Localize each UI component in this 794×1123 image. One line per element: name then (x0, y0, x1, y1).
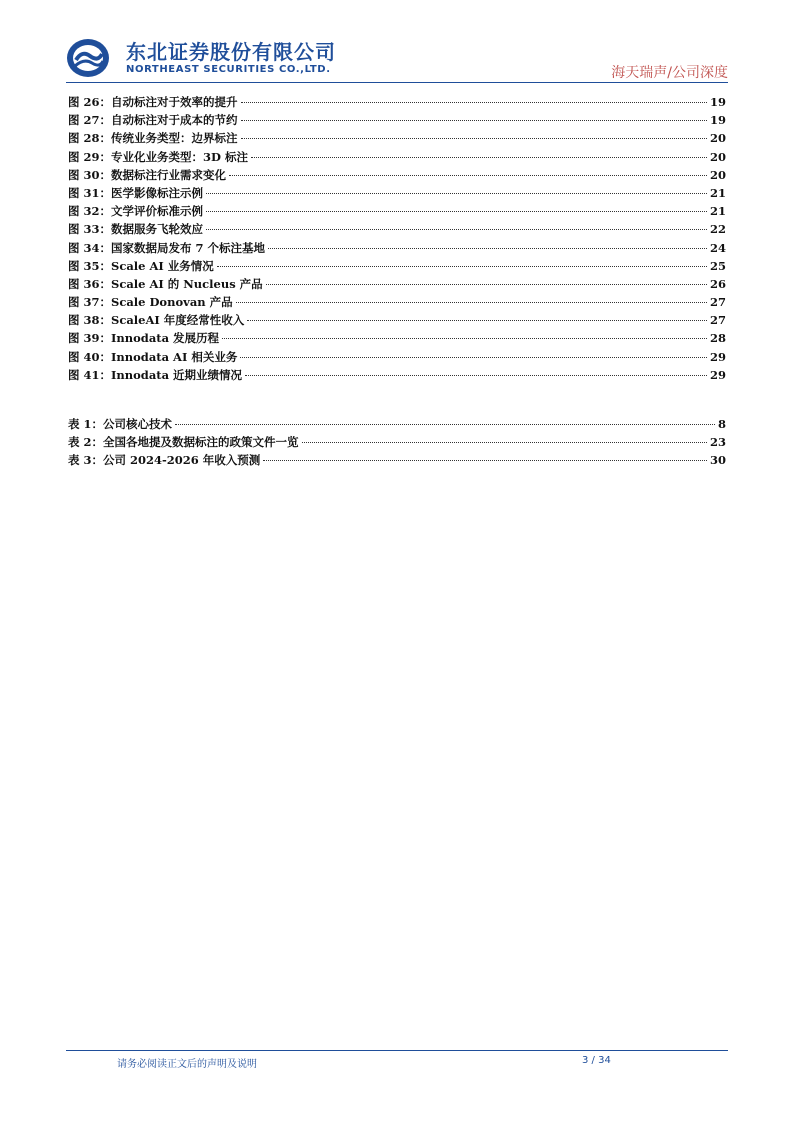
dot-leader (236, 302, 707, 303)
entry-page: 21 (709, 204, 726, 219)
entry-page: 21 (709, 185, 726, 200)
entry-title: 公司核心技术 (103, 417, 173, 431)
page-header (66, 30, 728, 82)
entry-prefix: 图 33： (68, 222, 112, 237)
dot-leader (241, 120, 707, 121)
toc-entry[interactable] (68, 203, 726, 221)
entry-title: 全国各地提及数据标注的政策文件一览 (103, 435, 299, 450)
toc-entry[interactable] (68, 416, 726, 434)
company-logo-icon (66, 38, 110, 78)
entry-title: 自动标注对于成本的节约 (111, 113, 238, 128)
entry-prefix: 图 27： (68, 113, 112, 128)
toc-entry[interactable] (68, 240, 726, 258)
entry-prefix: 表 2： (68, 435, 104, 450)
dot-leader (241, 138, 707, 139)
toc-entry[interactable] (68, 452, 726, 470)
toc-entry[interactable] (68, 434, 726, 452)
toc-entry[interactable] (68, 276, 726, 294)
entry-prefix: 图 32： (68, 204, 112, 219)
entry-page: 19 (709, 113, 726, 128)
header-divider (66, 82, 728, 83)
dot-leader (222, 338, 707, 339)
entry-page: 29 (709, 367, 726, 382)
company-name-en: NORTHEAST SECURITIES CO.,LTD. (126, 64, 331, 75)
entry-page: 27 (709, 313, 726, 328)
dot-leader (247, 320, 707, 321)
toc-entry[interactable] (68, 367, 726, 385)
dot-leader (206, 193, 707, 194)
entry-prefix: 图 30： (68, 167, 112, 182)
toc-entry[interactable] (68, 130, 726, 148)
entry-prefix: 图 36： (68, 276, 112, 291)
entry-prefix: 图 35： (68, 258, 112, 273)
entry-page: 19 (709, 95, 726, 109)
dot-leader (217, 266, 707, 267)
toc-entry[interactable] (68, 312, 726, 330)
entry-page: 23 (709, 435, 726, 450)
company-name-cn: 东北证券股份有限公司 (126, 40, 336, 64)
dot-leader (240, 357, 707, 358)
dot-leader (206, 211, 707, 212)
entry-page: 8 (717, 417, 726, 431)
entry-page: 20 (709, 131, 726, 146)
dot-leader (229, 175, 707, 176)
figure-list (68, 94, 726, 385)
dot-leader (263, 460, 707, 461)
toc-entry[interactable] (68, 258, 726, 276)
entry-page: 27 (709, 295, 726, 310)
entry-page: 30 (709, 453, 726, 468)
entry-prefix: 图 28： (68, 131, 112, 146)
entry-prefix: 图 34： (68, 240, 112, 255)
entry-prefix: 图 29： (68, 149, 112, 164)
toc-entry[interactable] (68, 330, 726, 348)
entry-title: 国家数据局发布 7 个标注基地 (111, 240, 266, 255)
toc-entry[interactable] (68, 112, 726, 130)
dot-leader (241, 102, 707, 103)
entry-prefix: 图 40： (68, 349, 112, 364)
entry-page: 20 (709, 149, 726, 164)
dot-leader (245, 375, 707, 376)
entry-prefix: 图 38： (68, 313, 112, 328)
dot-leader (206, 229, 707, 230)
entry-title: 文学评价标准示例 (111, 204, 204, 219)
entry-page: 29 (709, 349, 726, 364)
entry-page: 28 (709, 331, 726, 346)
entry-page: 20 (709, 167, 726, 182)
toc-entry[interactable] (68, 349, 726, 367)
entry-prefix: 表 1： (68, 417, 104, 431)
entry-title: Scale Donovan 产品 (111, 295, 233, 310)
entry-page: 26 (709, 276, 726, 291)
toc-entry[interactable] (68, 185, 726, 203)
entry-title: 专业化业务类型：3D 标注 (111, 149, 248, 164)
footer-page-number: 3 / 34 (582, 1055, 611, 1066)
toc-entry[interactable] (68, 294, 726, 312)
toc-entry[interactable] (68, 149, 726, 167)
entry-title: 传统业务类型：边界标注 (111, 131, 238, 146)
entry-prefix: 图 31： (68, 185, 112, 200)
dot-leader (175, 424, 715, 425)
entry-title: 医学影像标注示例 (111, 185, 204, 200)
toc-entry[interactable] (68, 221, 726, 239)
entry-title: Scale AI 业务情况 (111, 258, 214, 273)
table-list (68, 416, 726, 471)
toc-entry[interactable] (68, 94, 726, 112)
dot-leader (251, 157, 707, 158)
entry-prefix: 图 26： (68, 95, 112, 109)
entry-page: 22 (709, 222, 726, 237)
dot-leader (268, 248, 707, 249)
entry-title: Innodata 近期业绩情况 (111, 367, 243, 382)
report-tag: 海天瑞声/公司深度 (611, 65, 728, 81)
entry-title: ScaleAI 年度经常性收入 (111, 313, 245, 328)
dot-leader (302, 442, 707, 443)
dot-leader (266, 284, 707, 285)
entry-title: Innodata AI 相关业务 (111, 349, 238, 364)
entry-page: 24 (709, 240, 726, 255)
entry-prefix: 图 41： (68, 367, 112, 382)
entry-prefix: 图 39： (68, 331, 112, 346)
footer-divider (66, 1050, 728, 1051)
entry-title: 公司 2024-2026 年收入预测 (103, 453, 261, 468)
entry-prefix: 图 37： (68, 295, 112, 310)
entry-title: 数据服务飞轮效应 (111, 222, 204, 237)
entry-prefix: 表 3： (68, 453, 104, 468)
entry-title: 自动标注对于效率的提升 (111, 95, 238, 109)
footer-disclaimer: 请务必阅读正文后的声明及说明 (117, 1059, 257, 1070)
entry-page: 25 (709, 258, 726, 273)
toc-entry[interactable] (68, 167, 726, 185)
entry-title: Innodata 发展历程 (111, 331, 220, 346)
entry-title: 数据标注行业需求变化 (111, 167, 227, 182)
entry-title: Scale AI 的 Nucleus 产品 (111, 276, 263, 291)
